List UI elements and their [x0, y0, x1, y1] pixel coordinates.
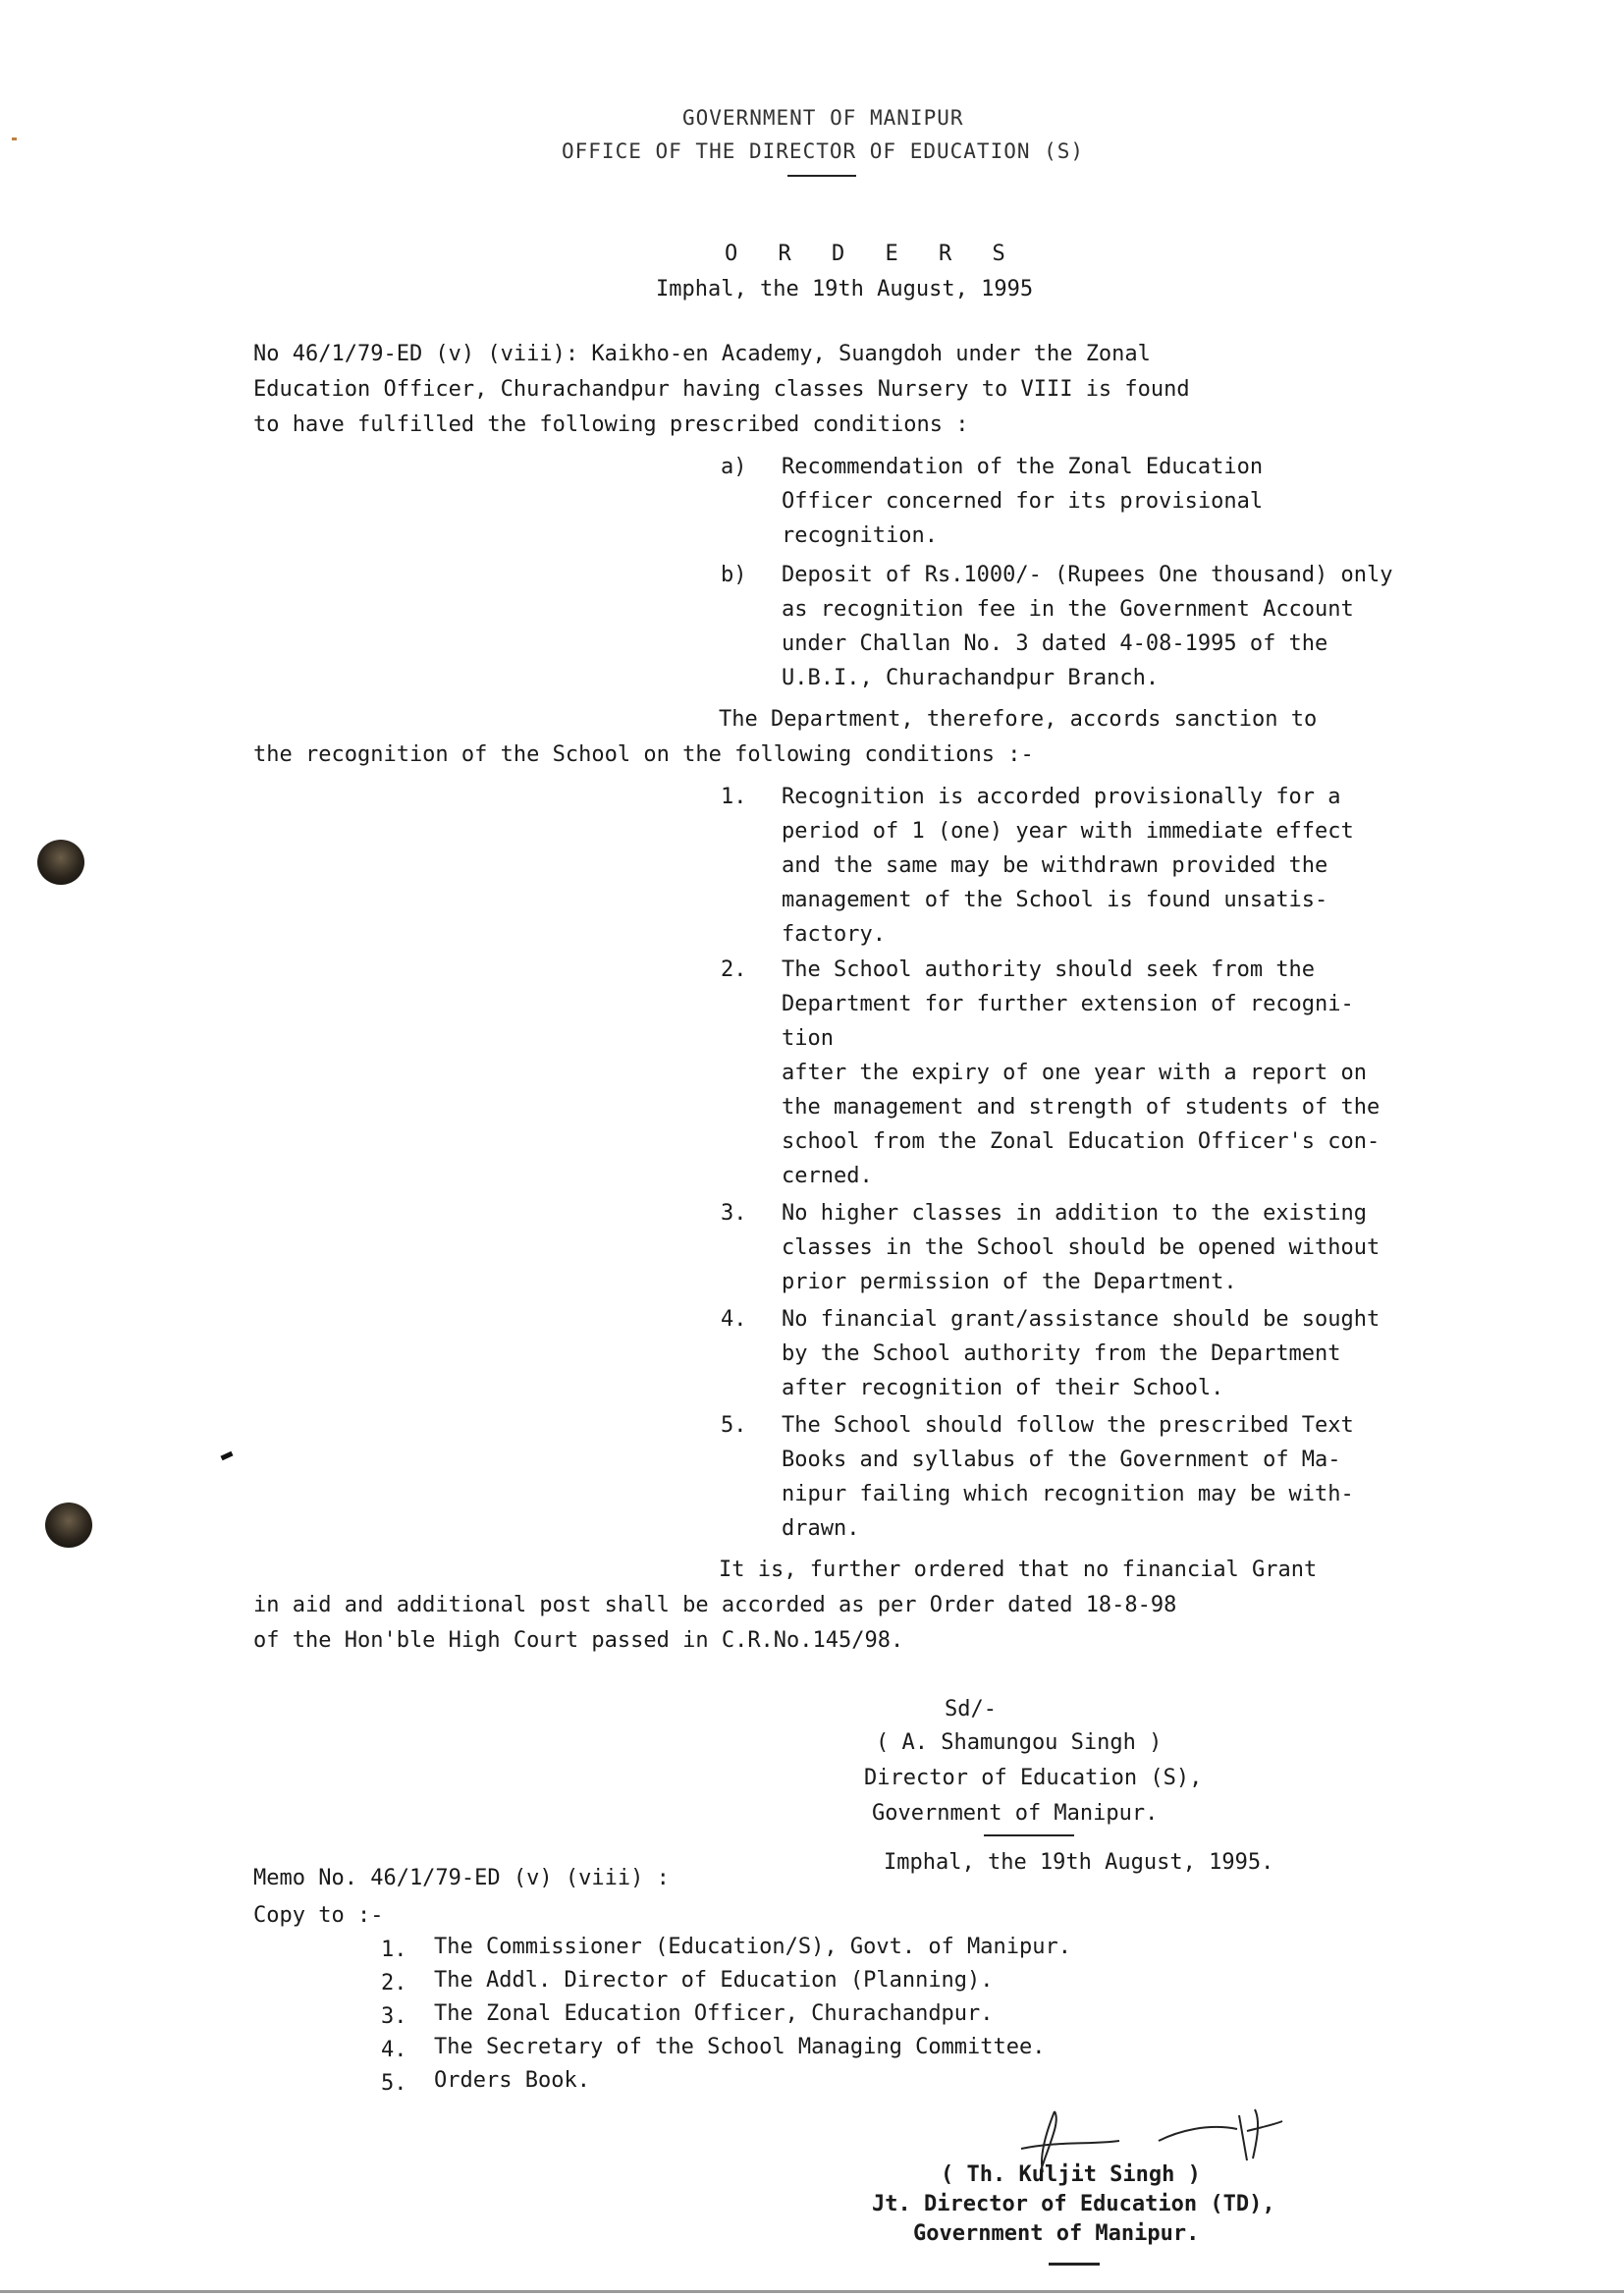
term-line: No higher classes in addition to the existing: [782, 1201, 1368, 1226]
signature2-org: Government of Manipur.: [913, 2221, 1200, 2246]
orders-date: Imphal, the 19th August, 1995: [656, 277, 1034, 301]
condition-marker: b): [721, 563, 747, 587]
condition-line: as recognition fee in the Government Account: [782, 597, 1354, 622]
memo-date: Imphal, the 19th August, 1995.: [884, 1850, 1274, 1875]
term-item: [782, 1302, 1380, 1405]
term-line: and the same may be withdrawn provided the: [782, 853, 1328, 878]
header-government: GOVERNMENT OF MANIPUR: [682, 106, 964, 130]
copy-item: The Commissioner (Education/S), Govt. of Manipur.: [434, 1935, 1072, 1959]
copy-to-label: Copy to :-: [253, 1903, 384, 1928]
term-line: nipur failing which recognition may be with-: [782, 1482, 1354, 1506]
copy-marker: 5.: [381, 2071, 407, 2096]
term-line: management of the School is found unsatis-: [782, 888, 1328, 912]
condition-line: recognition.: [782, 523, 938, 548]
term-item: [782, 953, 1380, 1193]
term-line: factory.: [782, 922, 886, 947]
term-line: after recognition of their School.: [782, 1376, 1224, 1400]
punch-hole-top: [37, 840, 84, 885]
condition-line: U.B.I., Churachandpur Branch.: [782, 666, 1160, 690]
signature-rule: [984, 1834, 1074, 1836]
term-line: period of 1 (one) year with immediate effect: [782, 819, 1354, 844]
term-line: Books and syllabus of the Government of Ma-: [782, 1448, 1341, 1472]
signature-sd: Sd/-: [945, 1697, 997, 1722]
term-line: The School should follow the prescribed Text: [782, 1413, 1354, 1438]
copy-item: The Addl. Director of Education (Planning).: [434, 1968, 994, 1993]
sanction-line: The Department, therefore, accords sanction to: [719, 707, 1318, 732]
further-line: It is, further ordered that no financial Grant: [719, 1558, 1318, 1582]
term-line: school from the Zonal Education Officer's con-: [782, 1129, 1380, 1154]
further-line: of the Hon'ble High Court passed in C.R.No.145/98.: [253, 1628, 904, 1653]
copy-item: Orders Book.: [434, 2068, 590, 2093]
speck-mark: [12, 137, 17, 140]
term-line: cerned.: [782, 1164, 873, 1188]
intro-line: to have fulfilled the following prescribed conditions :: [253, 412, 969, 437]
term-line: Department for further extension of recogni-: [782, 992, 1354, 1016]
term-item: [782, 780, 1354, 952]
signature2-rule: [1049, 2263, 1100, 2266]
condition-item: [782, 450, 1263, 553]
copy-marker: 4.: [381, 2038, 407, 2062]
copy-marker: 1.: [381, 1938, 407, 1962]
intro-line: Education Officer, Churachandpur having classes Nursery to VIII is found: [253, 377, 1190, 402]
term-line: tion: [782, 1026, 834, 1051]
term-marker: 5.: [721, 1413, 747, 1438]
term-line: classes in the School should be opened without: [782, 1235, 1380, 1260]
term-line: the management and strength of students of the: [782, 1095, 1380, 1120]
condition-line: Deposit of Rs.1000/- (Rupees One thousand) only: [782, 563, 1393, 587]
term-line: Recognition is accorded provisionally for a: [782, 785, 1341, 809]
term-line: prior permission of the Department.: [782, 1270, 1237, 1294]
copy-item: The Secretary of the School Managing Committee.: [434, 2035, 1046, 2059]
scan-edge: [0, 2290, 1624, 2293]
term-marker: 2.: [721, 957, 747, 982]
condition-item: [782, 558, 1393, 695]
term-line: by the School authority from the Department: [782, 1341, 1341, 1366]
signature2-name: ( Th. Kuljit Singh ): [941, 2162, 1201, 2187]
term-line: The School authority should seek from the: [782, 957, 1316, 982]
condition-line: under Challan No. 3 dated 4-08-1995 of the: [782, 631, 1328, 656]
pen-mark: [221, 1451, 234, 1461]
term-marker: 3.: [721, 1201, 747, 1226]
signature-title: Director of Education (S),: [864, 1766, 1203, 1790]
term-line: No financial grant/assistance should be sought: [782, 1307, 1380, 1332]
header-rule: [787, 175, 856, 177]
term-line: drawn.: [782, 1516, 860, 1541]
condition-line: Recommendation of the Zonal Education: [782, 455, 1264, 479]
copy-marker: 2.: [381, 1971, 407, 1995]
memo-number: Memo No. 46/1/79-ED (v) (viii) :: [253, 1866, 670, 1890]
signature-name: ( A. Shamungou Singh ): [876, 1730, 1163, 1755]
further-line: in aid and additional post shall be accorded as per Order dated 18-8-98: [253, 1593, 1177, 1617]
copy-marker: 3.: [381, 2004, 407, 2029]
term-marker: 4.: [721, 1307, 747, 1332]
punch-hole-bottom: [45, 1503, 92, 1548]
term-item: [782, 1408, 1354, 1546]
copy-item: The Zonal Education Officer, Churachandpur.: [434, 2001, 994, 2026]
condition-line: Officer concerned for its provisional: [782, 489, 1264, 514]
signature2-title: Jt. Director of Education (TD),: [872, 2192, 1275, 2216]
orders-title: O R D E R S: [725, 242, 1019, 266]
condition-marker: a): [721, 455, 747, 479]
term-item: [782, 1196, 1380, 1299]
intro-line: No 46/1/79-ED (v) (viii): Kaikho-en Academy, Suangdoh under the Zonal: [253, 342, 1151, 366]
term-marker: 1.: [721, 785, 747, 809]
term-line: after the expiry of one year with a report on: [782, 1061, 1368, 1085]
sanction-line: the recognition of the School on the following conditions :-: [253, 742, 1034, 767]
header-office: OFFICE OF THE DIRECTOR OF EDUCATION (S): [562, 139, 1085, 163]
signature-org: Government of Manipur.: [872, 1801, 1159, 1826]
